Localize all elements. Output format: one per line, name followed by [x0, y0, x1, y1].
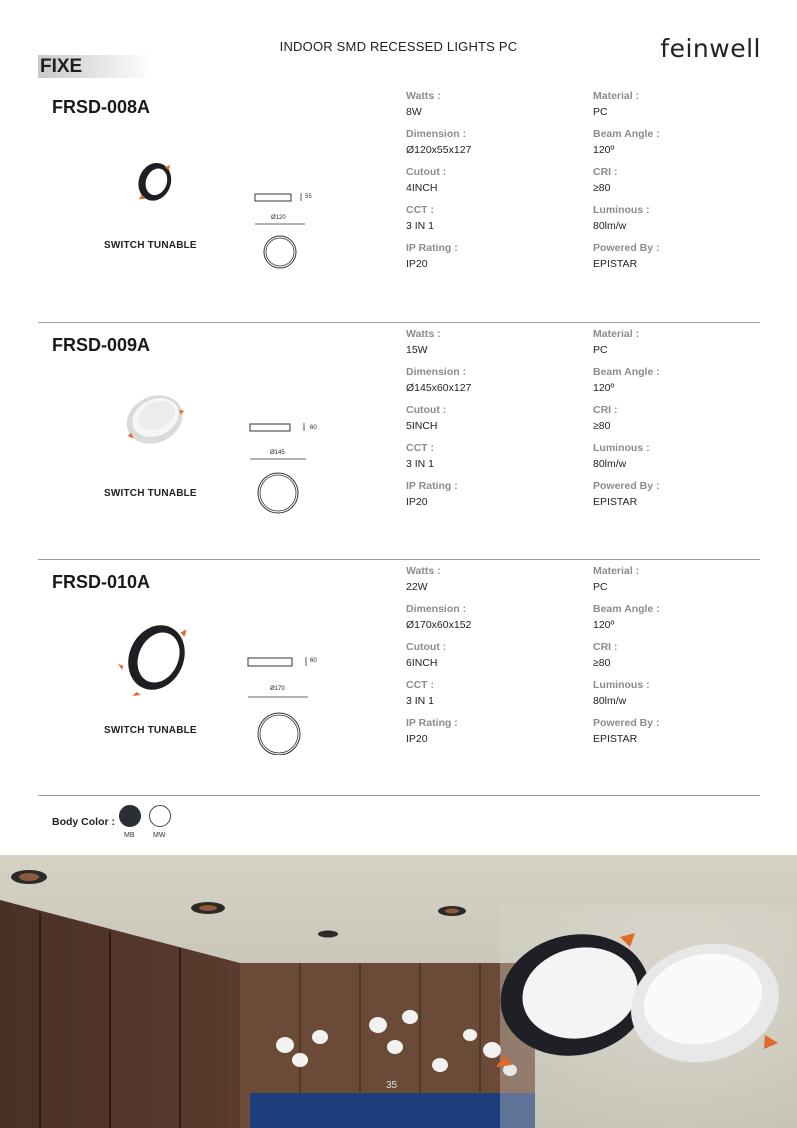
product-section [38, 559, 760, 796]
spec-luminous: Luminous : 80lm/w [593, 204, 650, 232]
spec-beam: Beam Angle : 120º [593, 603, 660, 631]
page-title: INDOOR SMD RECESSED LIGHTS PC [279, 39, 518, 54]
feature-label: SWITCH TUNABLE [104, 240, 197, 251]
divider [38, 795, 760, 796]
spec-powered: Powered By : EPISTAR [593, 242, 660, 270]
spec-dimension: Dimension : Ø145x60x127 [406, 366, 472, 394]
room-photo [0, 855, 797, 1128]
drawing-diameter-label: Ø120 [271, 215, 286, 221]
product-model: FRSD-010A [52, 572, 151, 592]
spec-ip: IP Rating : IP20 [406, 242, 458, 270]
spec-beam: Beam Angle : 120º [593, 128, 660, 156]
dimension-drawing [253, 191, 333, 291]
drawing-height-label: 60 [310, 425, 317, 431]
spec-powered: Powered By : EPISTAR [593, 480, 660, 508]
spec-cri: CRI : ≥80 [593, 404, 618, 432]
product-photo-white-ring [120, 383, 192, 455]
dimension-drawing [246, 655, 326, 755]
drawing-height-label: 55 [305, 194, 312, 200]
page-number: 35 [386, 1080, 398, 1091]
spec-cct: CCT : 3 IN 1 [406, 442, 435, 470]
color-code-label: MW [153, 832, 166, 839]
spec-cutout: Cutout : 6INCH [406, 641, 447, 669]
spec-cri: CRI : ≥80 [593, 641, 618, 669]
color-swatch-mb [119, 805, 141, 827]
spec-dimension: Dimension : Ø120x55x127 [406, 128, 472, 156]
color-code-label: MB [124, 832, 135, 839]
body-color-label: Body Color : [52, 816, 115, 828]
drawing-diameter-label: Ø170 [270, 686, 285, 692]
category-tag: FIXE [38, 55, 153, 78]
brand-logo: feinwell [660, 34, 761, 63]
spec-cutout: Cutout : 5INCH [406, 404, 447, 432]
feature-label: SWITCH TUNABLE [104, 488, 197, 499]
product-photo-black-ring [126, 153, 186, 213]
product-section [38, 322, 760, 559]
spec-material: Material : PC [593, 565, 640, 593]
drawing-height-label: 60 [310, 658, 317, 664]
color-swatch-mw [149, 805, 171, 827]
drawing-diameter-label: Ø145 [270, 450, 285, 456]
product-photo-black-ring [118, 616, 196, 698]
spec-luminous: Luminous : 80lm/w [593, 679, 650, 707]
spec-cct: CCT : 3 IN 1 [406, 679, 435, 707]
product-model: FRSD-008A [52, 97, 151, 117]
spec-material: Material : PC [593, 328, 640, 356]
spec-cutout: Cutout : 4INCH [406, 166, 447, 194]
spec-ip: IP Rating : IP20 [406, 480, 458, 508]
spec-powered: Powered By : EPISTAR [593, 717, 660, 745]
feature-label: SWITCH TUNABLE [104, 725, 197, 736]
spec-dimension: Dimension : Ø170x60x152 [406, 603, 472, 631]
spec-cct: CCT : 3 IN 1 [406, 204, 435, 232]
spec-cri: CRI : ≥80 [593, 166, 618, 194]
product-section [38, 85, 760, 322]
spec-watts: Watts : 22W [406, 565, 441, 593]
spec-watts: Watts : 15W [406, 328, 441, 356]
spec-luminous: Luminous : 80lm/w [593, 442, 650, 470]
spec-ip: IP Rating : IP20 [406, 717, 458, 745]
spec-beam: Beam Angle : 120º [593, 366, 660, 394]
dimension-drawing [248, 421, 328, 521]
product-model: FRSD-009A [52, 335, 151, 355]
spec-material: Material : PC [593, 90, 640, 118]
spec-watts: Watts : 8W [406, 90, 441, 118]
